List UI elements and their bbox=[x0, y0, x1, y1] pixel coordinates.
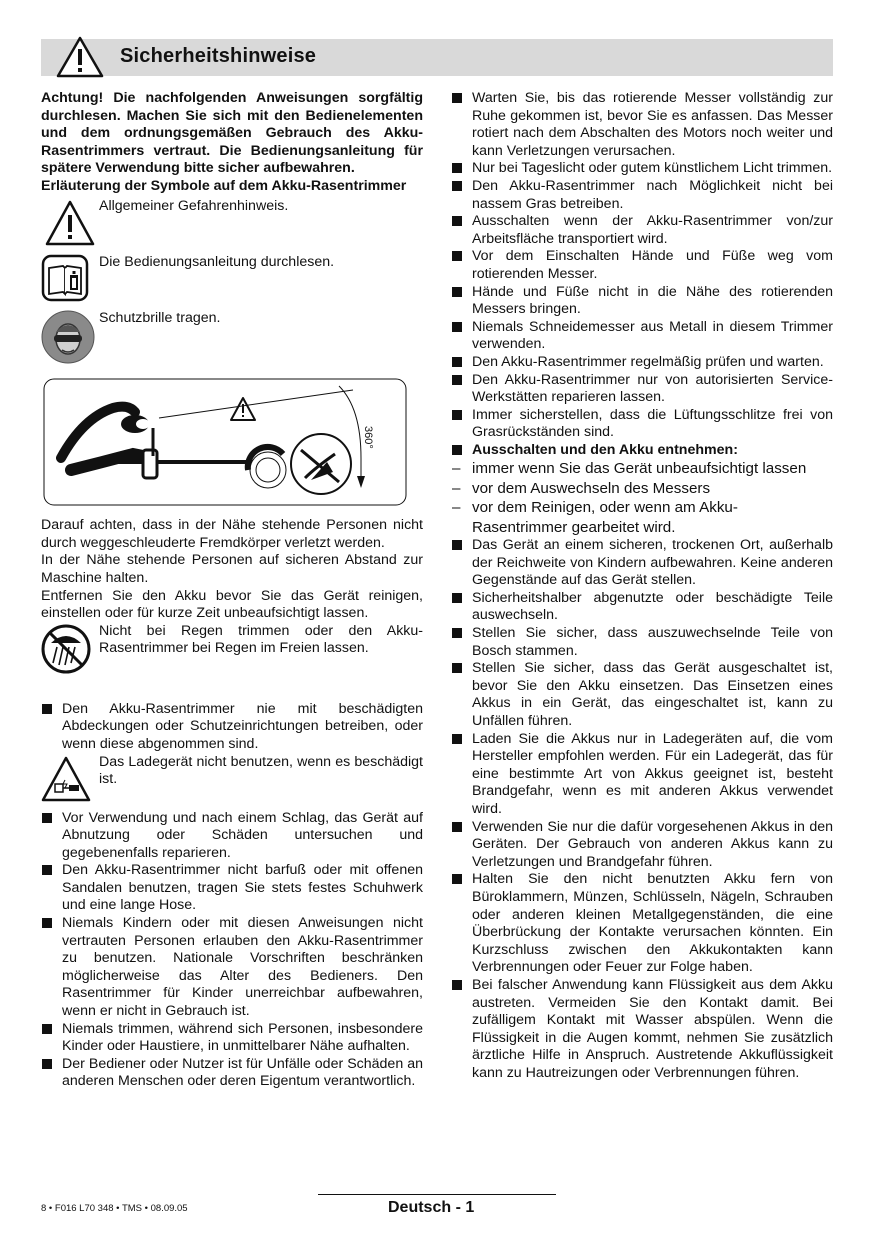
charger-warning-icon bbox=[41, 754, 99, 810]
safety-goggles-icon bbox=[41, 310, 99, 366]
charger-damaged-text: Das Ladegerät nicht benutzen, wenn es beschädigt ist. bbox=[99, 753, 423, 788]
list-item: Halten Sie den nicht benutzten Akku fern von Büroklammern, Münzen, Schlüsseln, Nägeln, Schrauben oder anderen kleinen Metallgegenständen, die eine Überbrückung der Kontakte verursachen könnten. Ein Kurzschluss zwischen den Akkukontakten kann Verbrennungen oder Feuer zur Folge haben. bbox=[451, 871, 833, 977]
list-item: Niemals trimmen, während sich Personen, insbesondere Kinder oder Haustiere, in unmittelbarer Nähe aufhalten. bbox=[41, 1021, 423, 1056]
symbol-read-manual bbox=[41, 254, 423, 310]
list-item: Vor Verwendung und nach einem Schlag, das Gerät auf Abnutzung oder Schäden untersuchen und gegebenenfalls reparieren. bbox=[41, 810, 423, 863]
list-item: Sicherheitshalber abgenutzte oder beschädigte Teile auswechseln. bbox=[451, 590, 833, 625]
list-item: Nur bei Tageslicht oder gutem künstlichem Licht trimmen. bbox=[451, 160, 833, 178]
list-item: Warten Sie, bis das rotierende Messer vollständig zur Ruhe gekommen ist, bevor Sie es anfassen. Das Messer rotiert nach dem Abschalten des Motors noch weiter und kann Verletzungen verursachen. bbox=[451, 90, 833, 160]
list-item: Vor dem Einschalten Hände und Füße weg vom rotierenden Messer. bbox=[451, 248, 833, 283]
right-column bbox=[451, 90, 833, 1083]
symbol-no-rain bbox=[41, 623, 423, 679]
bystander-warning: Darauf achten, dass in der Nähe stehende Personen nicht durch weggeschleuderte Fremdkörper verletzt werden. bbox=[41, 517, 423, 551]
read-manual-icon bbox=[41, 254, 99, 310]
section-header bbox=[41, 39, 833, 76]
list-item: Den Akku-Rasentrimmer nach Möglichkeit nicht bei nassem Gras betreiben. bbox=[451, 178, 833, 213]
list-item: Niemals Kindern oder mit diesen Anweisungen nicht vertrauten Personen erlauben den Akku-Rasentrimmer zu benutzen. Nationale Vorschriften beschränken möglicherweise das Alter des Bedieners. Den Rasentrimmer für Kinder unerreichbar aufbewahren, wenn er nicht in Gebrauch ist. bbox=[41, 915, 423, 1021]
list-item: Den Akku-Rasentrimmer regelmäßig prüfen und warten. bbox=[451, 354, 833, 372]
symbol-general-hazard bbox=[41, 198, 423, 254]
no-rain-text: Nicht bei Regen trimmen oder den Akku-Rasentrimmer bei Regen im Freien lassen. bbox=[99, 622, 423, 657]
safe-distance-note: In der Nähe stehende Personen auf sicheren Abstand zur Maschine halten. bbox=[41, 552, 423, 586]
list-item: Laden Sie die Akkus nur in Ladegeräten auf, die vom Hersteller empfohlen werden. Für ein Ladegerät, das für eine bestimmte Art von Akkus geeignet ist, besteht Brandgefahr, wenn es mit anderen Akkus verwendet wird. bbox=[451, 731, 833, 819]
symbol-read-manual-text: Die Bedienungsanleitung durchlesen. bbox=[99, 253, 335, 270]
dash-item: – vor dem Reinigen, oder wenn am Akku-Rasentrimmer gearbeitet wird. bbox=[451, 498, 833, 537]
symbol-eye-protection bbox=[41, 310, 423, 366]
list-item: Bei falscher Anwendung kann Flüssigkeit aus dem Akku austreten. Vermeiden Sie den Kontakt damit. Bei zufälligem Kontakt mit Wasser abspülen. Wenn die Flüssigkeit in die Augen kommt, nehmen Sie zusätzlich ärztliche Hilfe in Anspruch. Austretende Akkuflüssigkeit kann zu Hautreizungen oder Verbrennungen führen. bbox=[451, 977, 833, 1083]
symbol-general-hazard-text: Allgemeiner Gefahrenhinweis. bbox=[99, 197, 289, 214]
page-number: Deutsch - 1 bbox=[388, 1199, 475, 1216]
page-title: Sicherheitshinweise bbox=[120, 45, 317, 67]
list-item: Immer sicherstellen, dass die Lüftungsschlitze frei von Grasrückständen sind. bbox=[451, 407, 833, 442]
list-item: Den Akku-Rasentrimmer nicht barfuß oder mit offenen Sandalen benutzen, tragen Sie stets festes Schuhwerk und eine lange Hose. bbox=[41, 862, 423, 915]
dash-item: – vor dem Auswechseln des Messers bbox=[451, 479, 833, 498]
list-item: Niemals Schneidemesser aus Metall in diesem Trimmer verwenden. bbox=[451, 319, 833, 354]
distance-illustration bbox=[43, 378, 407, 506]
dash-item: – immer wenn Sie das Gerät unbeaufsichtigt lassen bbox=[451, 459, 833, 478]
hazard-triangle-icon bbox=[41, 198, 99, 254]
list-item: Den Akku-Rasentrimmer nie mit beschädigten Abdeckungen oder Schutzeinrichtungen betreiben, oder wenn diese abgenommen sind. bbox=[41, 701, 423, 754]
angle-label: 360° bbox=[362, 425, 374, 449]
list-item: Der Bediener oder Nutzer ist für Unfälle oder Schäden an anderen Menschen oder deren Eigentum verantwortlich. bbox=[41, 1056, 423, 1091]
list-item: Ausschalten wenn der Akku-Rasentrimmer von/zur Arbeitsfläche transportiert wird. bbox=[451, 213, 833, 248]
warning-triangle-icon bbox=[55, 35, 105, 79]
remove-battery-note: Entfernen Sie den Akku bevor Sie das Gerät reinigen, einstellen oder für kurze Zeit unbeaufsichtigt lassen. bbox=[41, 587, 423, 622]
left-column bbox=[41, 90, 423, 1091]
list-item: Hände und Füße nicht in die Nähe des rotierenden Messers bringen. bbox=[451, 284, 833, 319]
list-item: Den Akku-Rasentrimmer nur von autorisierten Service-Werkstätten reparieren lassen. bbox=[451, 372, 833, 407]
remove-battery-heading: Ausschalten und den Akku entnehmen: bbox=[451, 442, 833, 460]
list-item: Stellen Sie sicher, dass auszuwechselnde Teile von Bosch stammen. bbox=[451, 625, 833, 660]
list-item: Stellen Sie sicher, dass das Gerät ausgeschaltet ist, bevor Sie den Akku einsetzen. Das Einsetzen eines Akkus in ein Gerät, das eingeschaltet ist, kann zu Unfällen führen. bbox=[451, 660, 833, 730]
intro-warning: Achtung! Die nachfolgenden Anweisungen sorgfältig durchlesen. Machen Sie sich mit den Bedienelementen und dem ordnungsgemäßen Gebrauch des Akku-Rasentrimmers vertraut. Die Bedienungsanleitung für spätere Verwendung bitte sicher aufbewahren. bbox=[41, 90, 423, 177]
document-code: 8 • F016 L70 348 • TMS • 08.09.05 bbox=[41, 1203, 188, 1214]
footer-divider bbox=[318, 1194, 556, 1195]
symbols-heading: Erläuterung der Symbole auf dem Akku-Rasentrimmer bbox=[41, 177, 407, 194]
list-item: Das Gerät an einem sicheren, trockenen Ort, außerhalb der Reichweite von Kindern aufbewahren. Keine anderen Gegenstände auf das Gerät stellen. bbox=[451, 537, 833, 590]
symbol-eye-protection-text: Schutzbrille tragen. bbox=[99, 309, 221, 326]
list-item: Verwenden Sie nur die dafür vorgesehenen Akkus in den Geräten. Der Gebrauch von anderen Akkus kann zu Verletzungen und Brandgefahr führen. bbox=[451, 819, 833, 872]
no-rain-icon bbox=[41, 623, 99, 679]
symbol-charger-damaged bbox=[41, 754, 423, 810]
